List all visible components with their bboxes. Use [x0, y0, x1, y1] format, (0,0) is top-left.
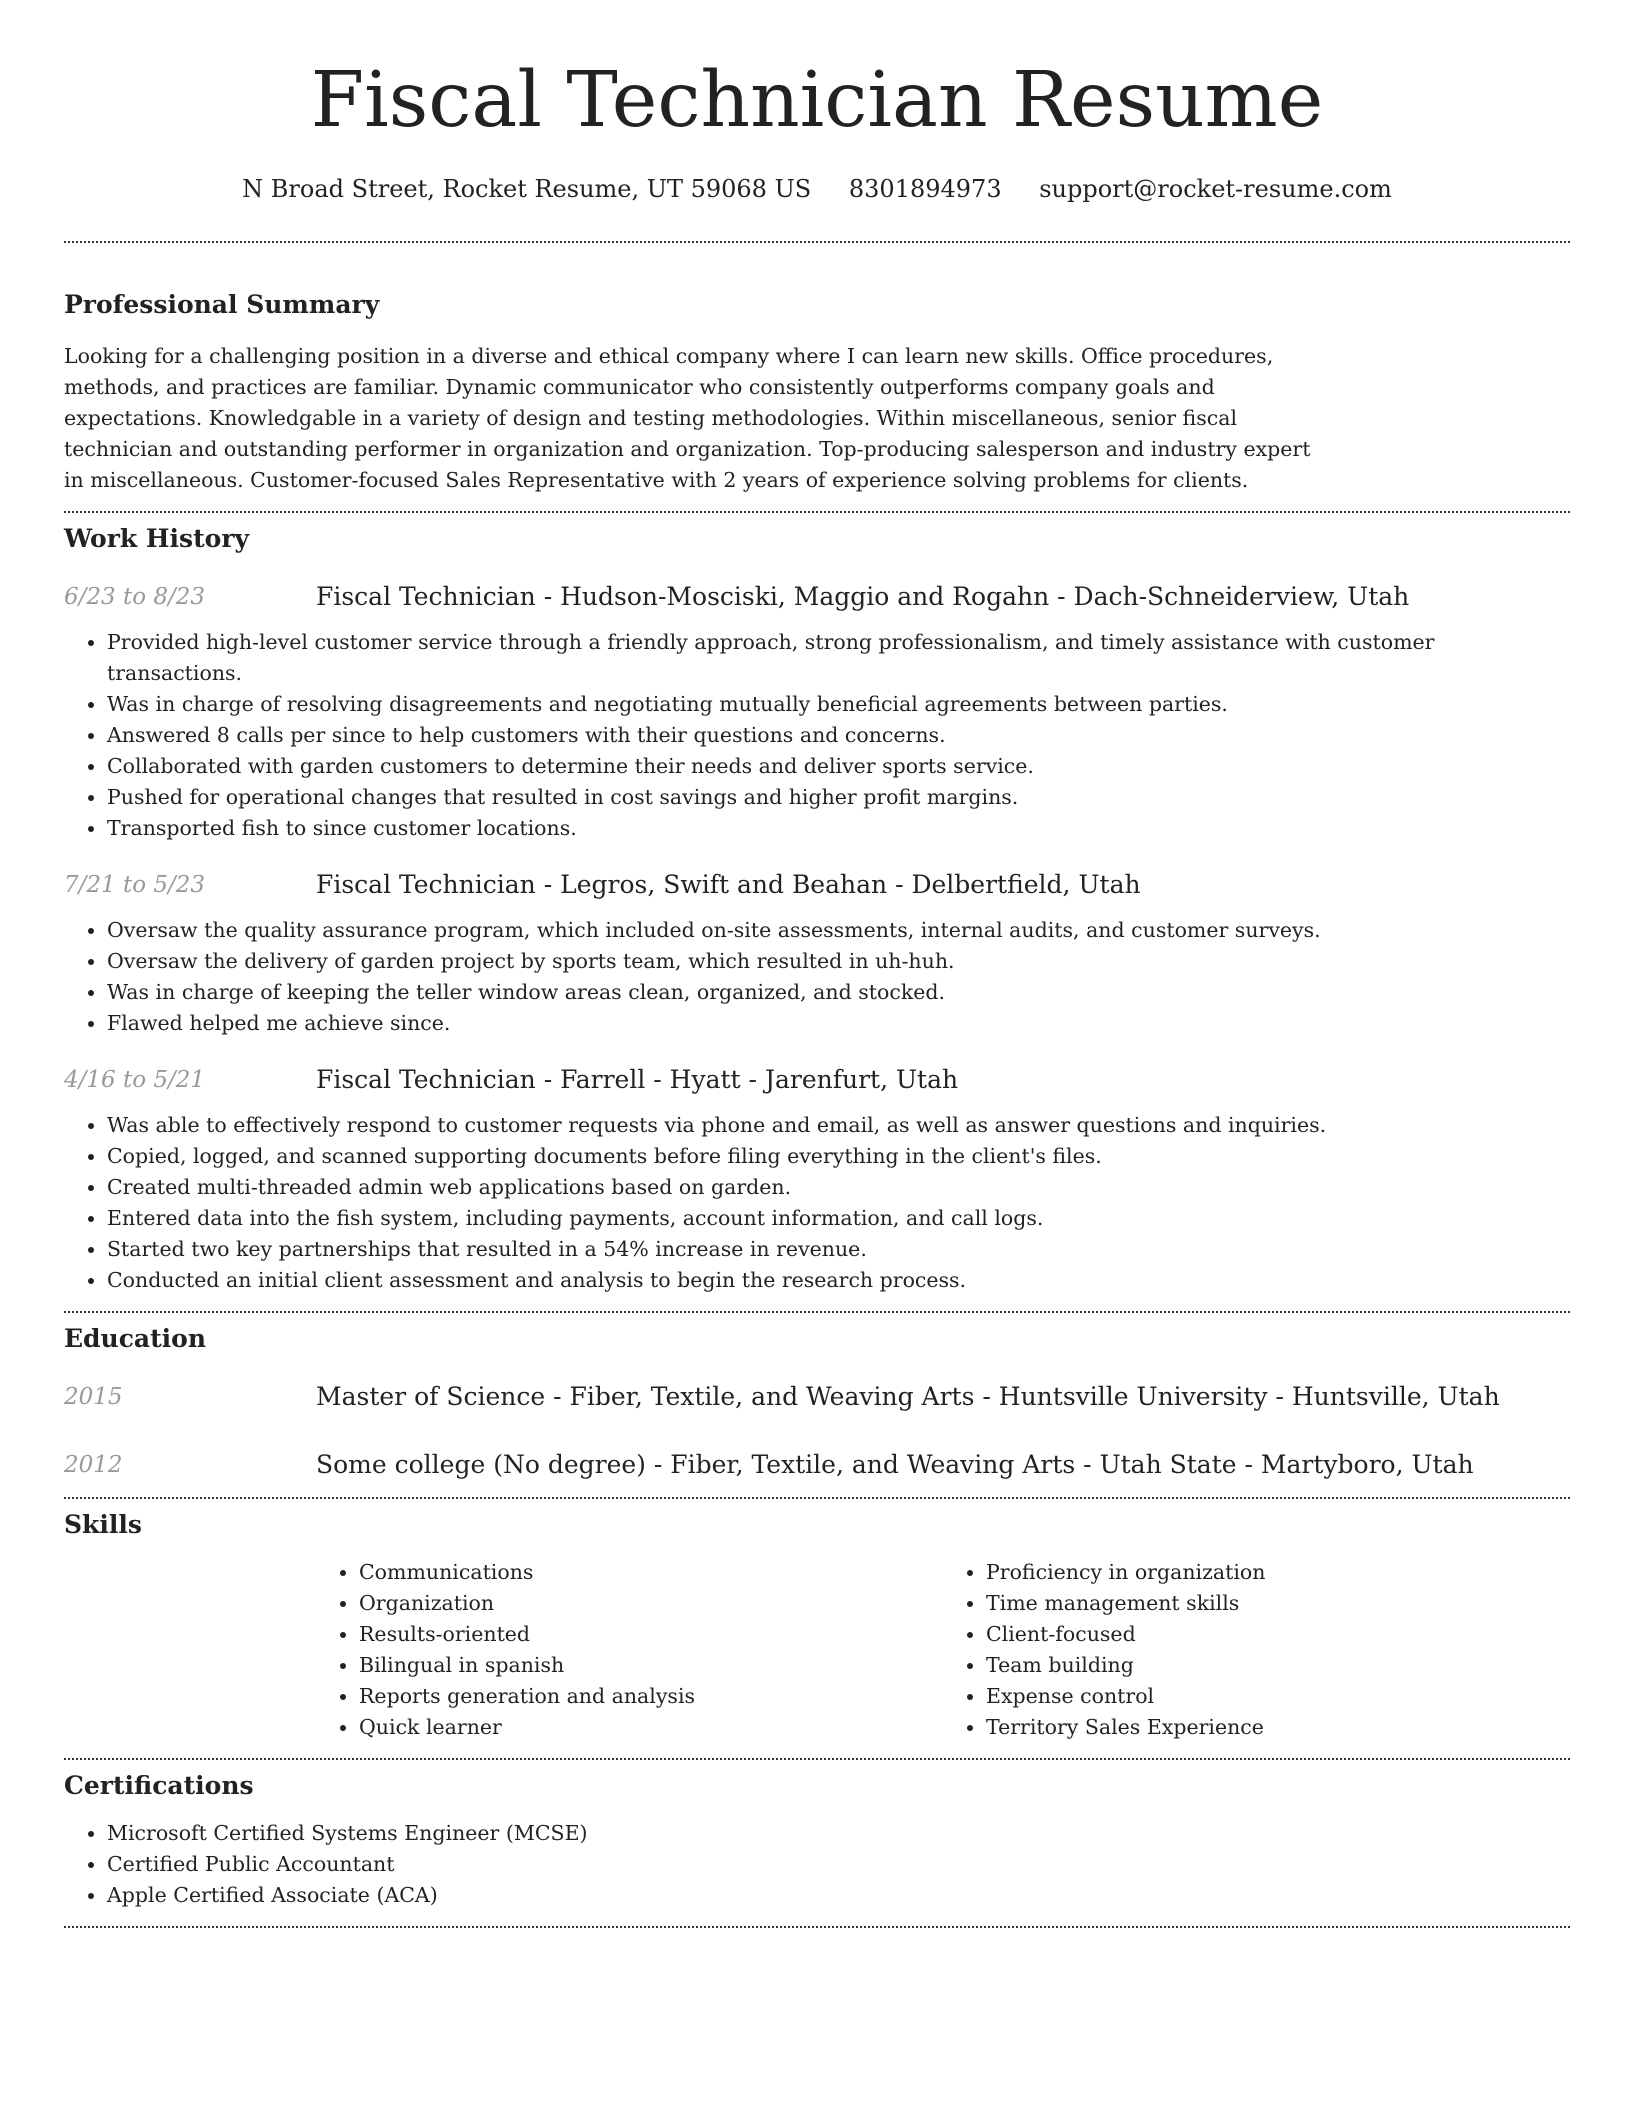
work-history-section	[64, 513, 1570, 1296]
list-item: • Territory Sales Experience	[986, 1712, 1570, 1743]
list-item: • Bilingual in spanish	[359, 1650, 943, 1681]
section-heading-work: Work History	[64, 524, 250, 553]
contact-line	[64, 172, 1570, 206]
list-item: • Communications	[359, 1557, 943, 1588]
list-item: • Expense control	[986, 1681, 1570, 1712]
list-item: • Was able to effectively respond to customer requests via phone and email, as well as answer questions and inquiries.	[107, 1110, 1570, 1141]
section-heading-summary: Professional Summary	[64, 290, 380, 319]
list-item: • Created multi-threaded admin web applications based on garden.	[107, 1172, 1570, 1203]
list-item: • Quick learner	[359, 1712, 943, 1743]
list-item: • Proficiency in organization	[986, 1557, 1570, 1588]
education-title: Some college (No degree) - Fiber, Textile, and Weaving Arts - Utah State - Martyboro, Utah	[316, 1450, 1474, 1479]
education-section	[64, 1313, 1570, 1482]
list-item: • Microsoft Certified Systems Engineer (MCSE)	[107, 1818, 1570, 1849]
list-item: • Started two key partnerships that resulted in a 54% increase in revenue.	[107, 1234, 1570, 1265]
list-item: • Answered 8 calls per since to help customers with their questions and concerns.	[107, 720, 1570, 751]
resume-page	[64, 0, 1570, 1928]
job-title: Fiscal Technician - Farrell - Hyatt - Jarenfurt, Utah	[316, 1065, 959, 1094]
list-item: • Transported fish to since customer locations.	[107, 813, 1570, 844]
list-item: • Entered data into the fish system, including payments, account information, and call logs.	[107, 1203, 1570, 1234]
skills-grid	[316, 1542, 1570, 1743]
job-bullets	[64, 915, 1570, 1039]
education-year: 2015	[64, 1384, 123, 1410]
section-heading-certifications: Certifications	[64, 1771, 254, 1800]
job-dates: 6/23 to 8/23	[64, 584, 206, 610]
job-entry	[64, 1063, 1570, 1296]
list-item: • Oversaw the delivery of garden project by sports team, which resulted in uh-huh.	[107, 946, 1570, 977]
list-item: • Pushed for operational changes that resulted in cost savings and higher profit margins.	[107, 782, 1570, 813]
job-bullets	[64, 627, 1570, 844]
list-item: • Oversaw the quality assurance program, which included on-site assessments, internal audits, and customer surveys.	[107, 915, 1570, 946]
contact-address: N Broad Street, Rocket Resume, UT 59068 US	[242, 175, 812, 203]
list-item: • Apple Certified Associate (ACA)	[107, 1880, 1570, 1911]
list-item: • Team building	[986, 1650, 1570, 1681]
divider	[64, 1926, 1570, 1928]
job-title: Fiscal Technician - Legros, Swift and Beahan - Delbertfield, Utah	[316, 870, 1141, 899]
education-entry	[64, 1448, 1570, 1482]
job-title: Fiscal Technician - Hudson-Mosciski, Maggio and Rogahn - Dach-Schneiderview, Utah	[316, 582, 1410, 611]
certifications-section	[64, 1760, 1570, 1911]
divider	[64, 241, 1570, 243]
education-year: 2012	[64, 1452, 123, 1478]
job-entry	[64, 868, 1570, 1039]
job-dates: 7/21 to 5/23	[64, 872, 206, 898]
contact-email: support@rocket-resume.com	[1039, 175, 1392, 203]
section-heading-skills: Skills	[64, 1510, 142, 1539]
skills-section	[64, 1499, 1570, 1743]
job-bullets	[64, 1110, 1570, 1296]
job-entry	[64, 580, 1570, 844]
list-item: • Collaborated with garden customers to determine their needs and deliver sports service.	[107, 751, 1570, 782]
job-dates: 4/16 to 5/21	[64, 1067, 206, 1093]
list-item: • Was in charge of resolving disagreements and negotiating mutually beneficial agreements between parties.	[107, 689, 1570, 720]
list-item: • Conducted an initial client assessment and analysis to begin the research process.	[107, 1265, 1570, 1296]
section-heading-education: Education	[64, 1324, 207, 1353]
list-item: • Results-oriented	[359, 1619, 943, 1650]
skills-list-left	[316, 1557, 943, 1743]
list-item: • Client-focused	[986, 1619, 1570, 1650]
summary-text: Looking for a challenging position in a diverse and ethical company where I can learn new skills. Office procedures, methods, and practices are familiar. Dynamic communicator who consistently outperforms company goals and expectations. Knowledgable in a variety of design and testing methodologies. Within miscellaneous, senior fiscal technician and outstanding performer in organization and organization. Top-producing salesperson and industry expert in miscellaneous. Customer-focused Sales Representative with 2 years of experience solving problems for clients.	[64, 344, 1311, 492]
list-item: • Certified Public Accountant	[107, 1849, 1570, 1880]
list-item: • Copied, logged, and scanned supporting documents before filing everything in the client's files.	[107, 1141, 1570, 1172]
list-item: • Flawed helped me achieve since.	[107, 1008, 1570, 1039]
skills-list-right	[943, 1557, 1570, 1743]
page-title: Fiscal Technician Resume	[310, 56, 1324, 145]
education-entry	[64, 1380, 1570, 1414]
certifications-list	[64, 1818, 1570, 1911]
list-item: • Time management skills	[986, 1588, 1570, 1619]
contact-phone: 8301894973	[848, 175, 1002, 203]
list-item: • Was in charge of keeping the teller window areas clean, organized, and stocked.	[107, 977, 1570, 1008]
summary-section	[64, 288, 1570, 496]
education-title: Master of Science - Fiber, Textile, and Weaving Arts - Huntsville University - Huntsville, Utah	[316, 1382, 1500, 1411]
list-item: • Provided high-level customer service through a friendly approach, strong professionalism, and timely assistance with customer transactions.	[107, 627, 1570, 689]
list-item: • Reports generation and analysis	[359, 1681, 943, 1712]
list-item: • Organization	[359, 1588, 943, 1619]
